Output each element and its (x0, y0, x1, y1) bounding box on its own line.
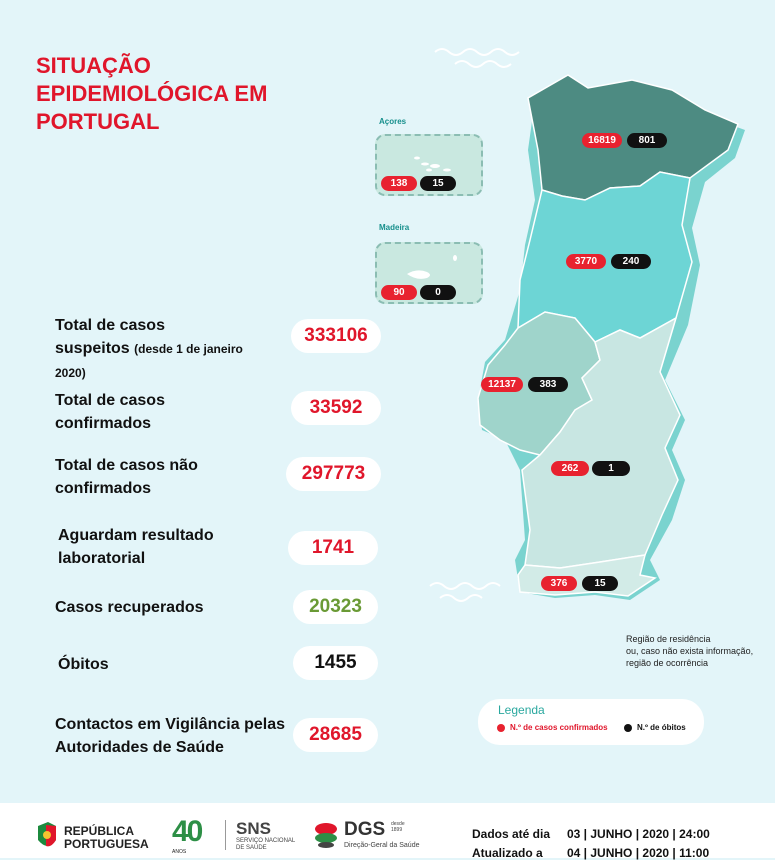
dgs-logo-icon (313, 821, 339, 849)
norte-deaths-badge: 801 (627, 133, 667, 148)
portugal-map (465, 70, 750, 610)
stat-confirmados-value: 33592 (291, 391, 381, 425)
centro-confirmed-badge: 3770 (566, 254, 606, 269)
anos-number: 40 (172, 815, 202, 848)
lvt-confirmed-badge: 12137 (481, 377, 523, 392)
sns-line1: SERVIÇO NACIONAL (236, 838, 296, 844)
acores-deaths-badge: 15 (420, 176, 456, 191)
acores-confirmed-badge: 138 (381, 176, 417, 191)
sns-subtitle (236, 838, 295, 852)
dgs-subtitle: Direção-Geral da Saúde (344, 842, 420, 849)
stat-contactos-value: 28685 (293, 718, 378, 752)
madeira-label: Madeira (379, 223, 410, 232)
stat-obitos-label: Óbitos (58, 656, 109, 673)
legend (478, 699, 704, 745)
lvt-deaths-badge: 383 (528, 377, 568, 392)
algarve-confirmed-badge: 376 (541, 576, 577, 591)
footer (0, 803, 775, 858)
stat-nao-confirmados-label: Total de casos não confirmados (55, 457, 198, 497)
atualizado-label: Atualizado a (472, 846, 543, 860)
alentejo-confirmed-badge: 262 (551, 461, 589, 476)
stat-aguardam-value: 1741 (288, 531, 378, 565)
dgs-title: DGS (344, 819, 386, 840)
atualizado-value: 04 | JUNHO | 2020 | 11:00 (567, 846, 710, 860)
legend-confirmed-dot (497, 724, 505, 732)
stat-suspeitos-value: 333106 (291, 319, 381, 353)
sns-title: SNS (236, 819, 271, 838)
alentejo-deaths-badge: 1 (592, 461, 630, 476)
sns-line2: DE SAÚDE (236, 845, 267, 851)
centro-deaths-badge: 240 (611, 254, 651, 269)
stat-suspeitos-line2: suspeitos (55, 340, 130, 357)
madeira-deaths-badge: 0 (420, 285, 456, 300)
sns-divider (225, 820, 226, 850)
acores-label: Açores (379, 117, 407, 126)
legend-deaths-dot (624, 724, 632, 732)
map-note: Região de residência ou, caso não exista informação, região de ocorrência (626, 634, 754, 668)
legend-confirmed-label: N.º de casos confirmados (510, 723, 608, 732)
stat-confirmados-label: Total de casos confirmados (55, 392, 165, 432)
republica-emblem-icon (36, 822, 58, 852)
stat-suspeitos-label (55, 314, 270, 385)
stat-suspeitos-line1: Total de casos (55, 317, 165, 334)
stat-recuperados-value: 20323 (293, 590, 378, 624)
norte-confirmed-badge: 16819 (582, 133, 622, 148)
stat-suspeitos-note: (desde 1 de janeiro 2020) (55, 342, 243, 380)
algarve-deaths-badge: 15 (582, 576, 618, 591)
anos-label: ANOS (172, 849, 187, 855)
stat-nao-confirmados-value: 297773 (286, 457, 381, 491)
stat-aguardam-label: Aguardam resultado laboratorial (58, 527, 214, 567)
republica-text (64, 825, 149, 851)
stat-contactos-label: Contactos em Vigilância pelas Autoridades de Saúde (55, 716, 286, 756)
republica-line1: REPÚBLICA (64, 824, 135, 838)
stat-obitos-value: 1455 (293, 646, 378, 680)
wave-decoration (430, 42, 540, 72)
madeira-confirmed-badge: 90 (381, 285, 417, 300)
legend-title: Legenda (498, 703, 545, 717)
dados-value: 03 | JUNHO | 2020 | 24:00 (567, 827, 710, 841)
page-title: SITUAÇÃO EPIDEMIOLÓGICA EM PORTUGAL (36, 53, 268, 134)
dgs-since: desde 1899 (391, 821, 405, 833)
stat-recuperados-label: Casos recuperados (55, 599, 204, 616)
republica-line2: PORTUGUESA (64, 837, 149, 851)
dados-label: Dados até dia (472, 827, 551, 841)
legend-deaths-label: N.º de óbitos (637, 723, 686, 732)
